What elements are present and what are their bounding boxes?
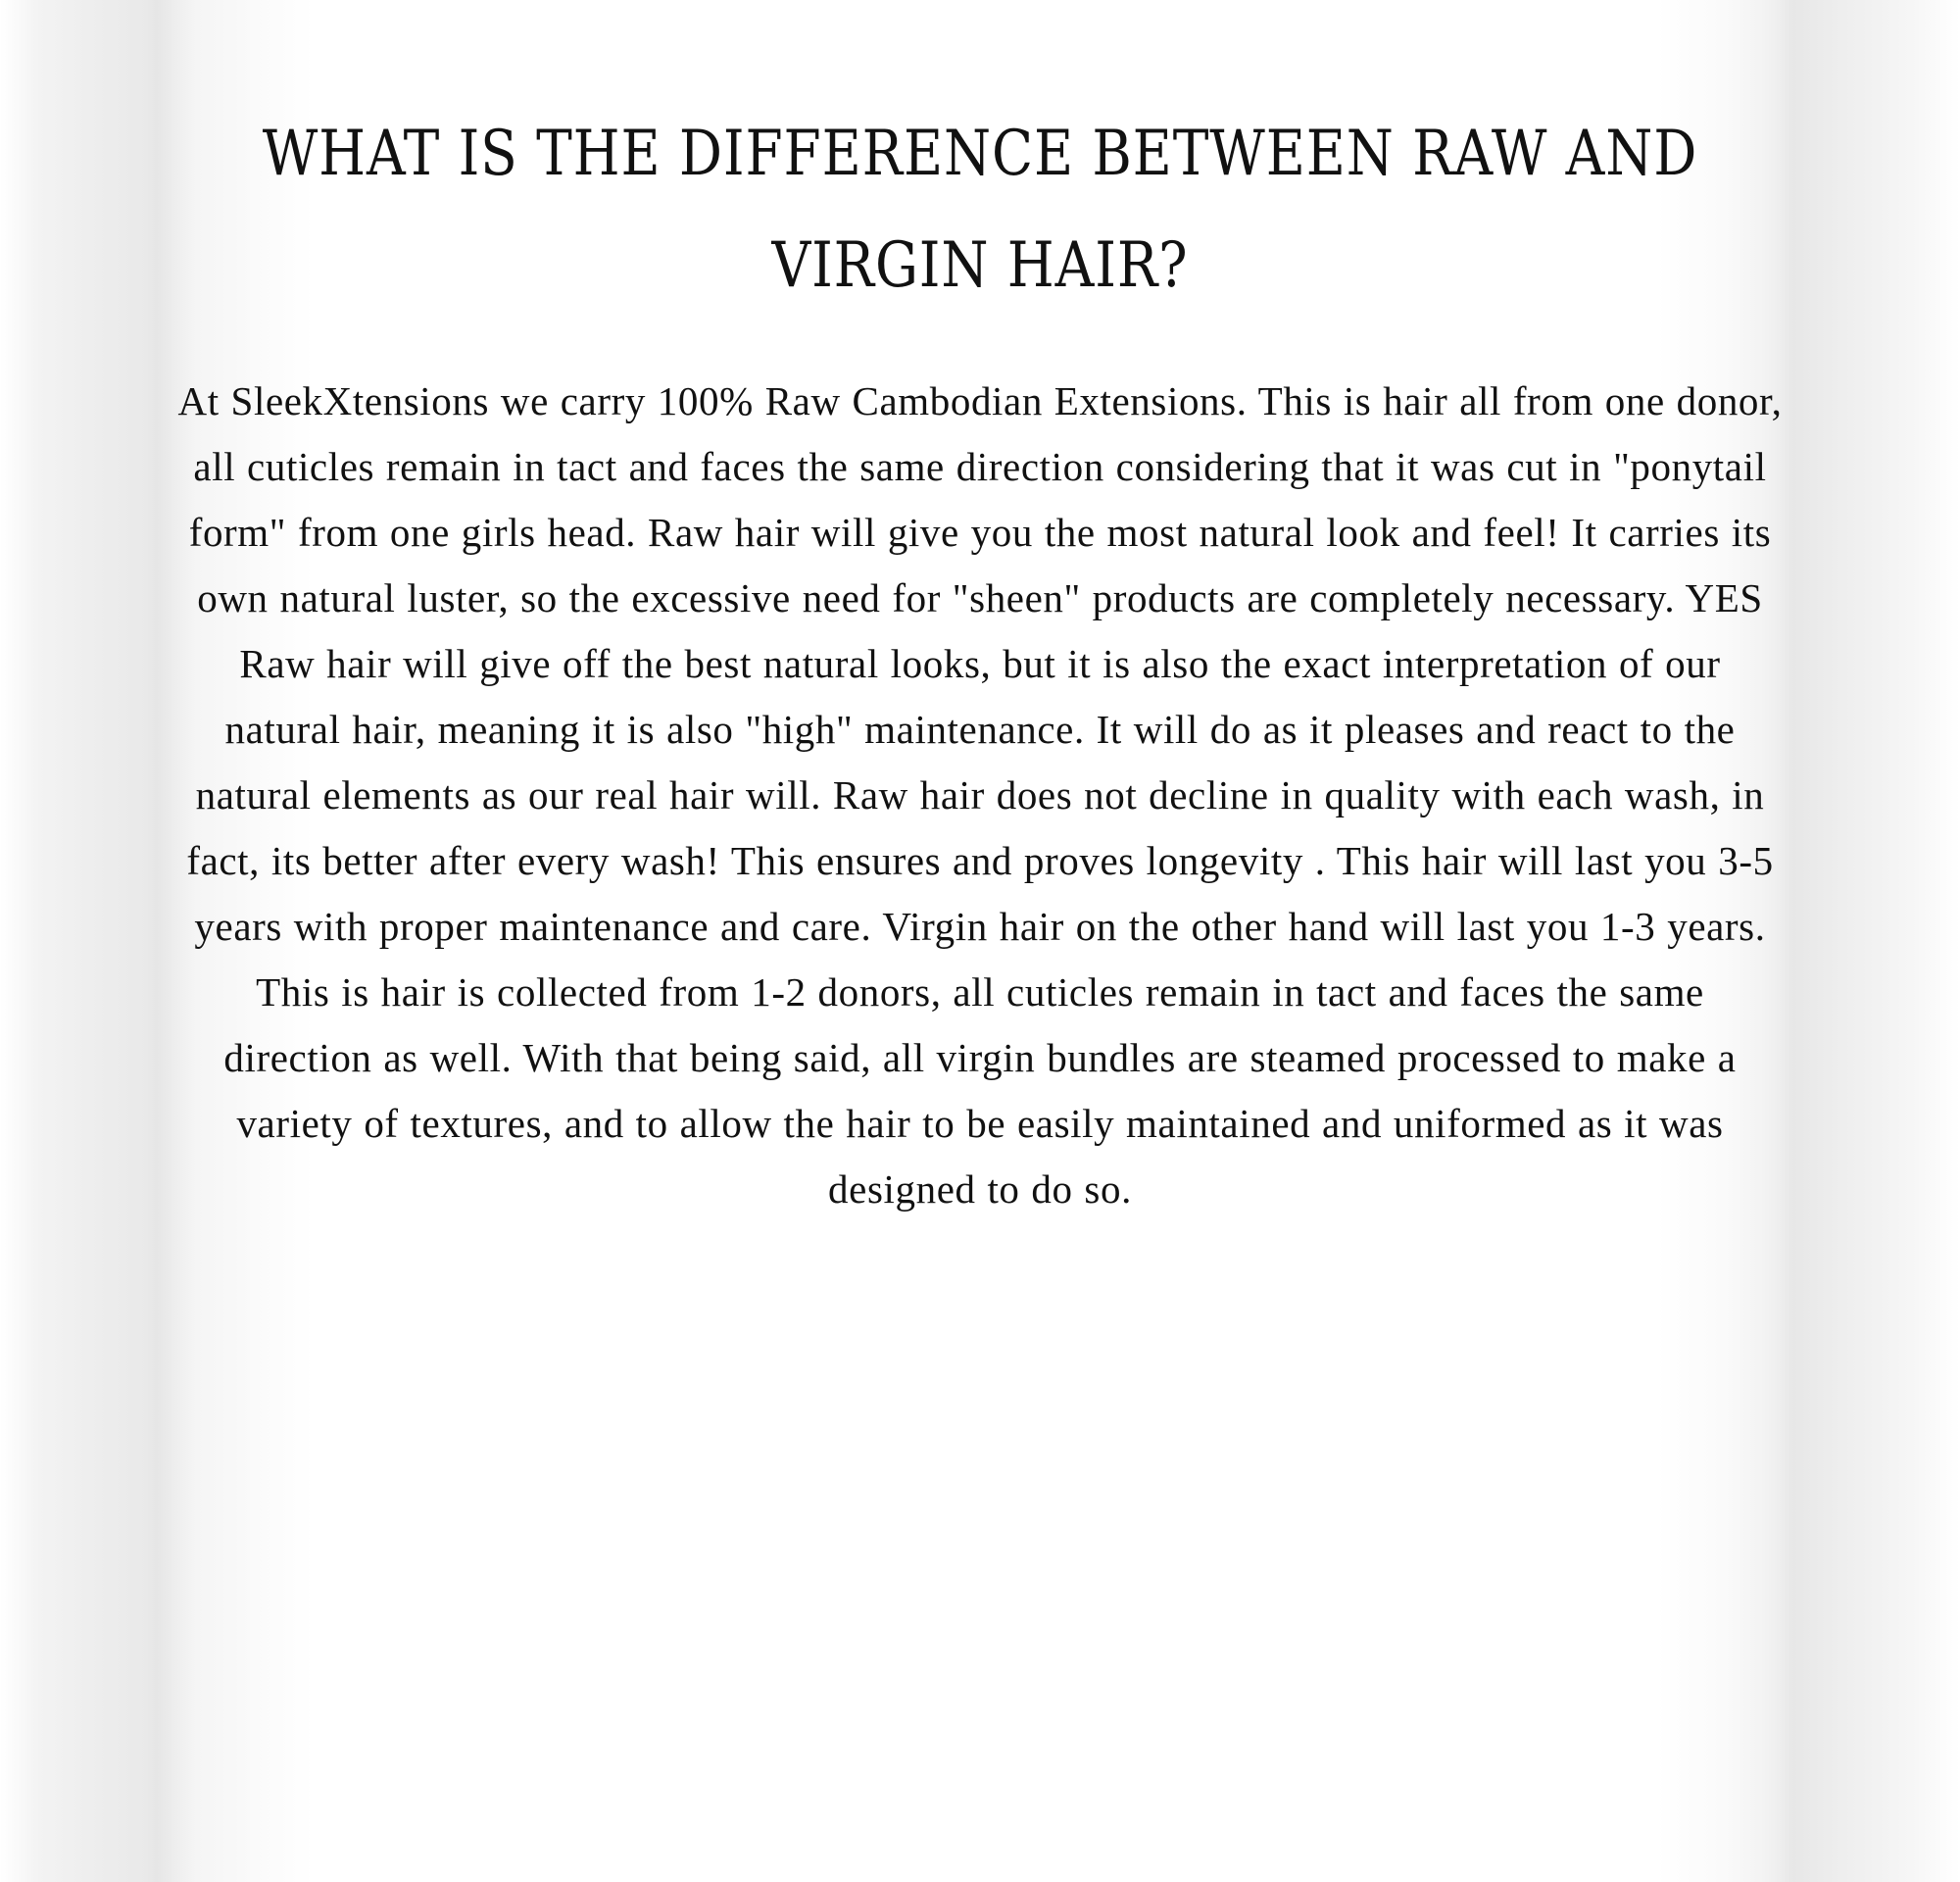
article-title: WHAT IS THE DIFFERENCE BETWEEN RAW AND VIRGIN HAIR? [262, 118, 1698, 302]
article-content [127, 98, 1833, 1222]
article-body: At SleekXtensions we carry 100% Raw Cambodian Extensions. This is hair all from one donor, all cuticles remain in tact and faces the same direction considering that it was cut in "ponytail form" from one girls head. Raw hair will give you the most natural look and feel! It carries its own natural luster, so the excessive need for "sheen" products are completely necessary. YES Raw hair will give off the best natural looks, but it is also the exact interpretation of our natural hair, meaning it is also "high" maintenance. It will do as it pleases and react to the natural elements as our real hair will. Raw hair does not decline in quality with each wash, in fact, its better after every wash! This ensures and proves longevity . This hair will last you 3-5 years with proper maintenance and care. Virgin hair on the other hand will last you 1-3 years. This is hair is collected from 1-2 donors, all cuticles remain in tact and faces the same direction as well. With that being said, all virgin bundles are steamed processed to make a variety of textures, and to allow the hair to be easily maintained and uniformed as it was designed to do so. [177, 378, 1783, 1212]
